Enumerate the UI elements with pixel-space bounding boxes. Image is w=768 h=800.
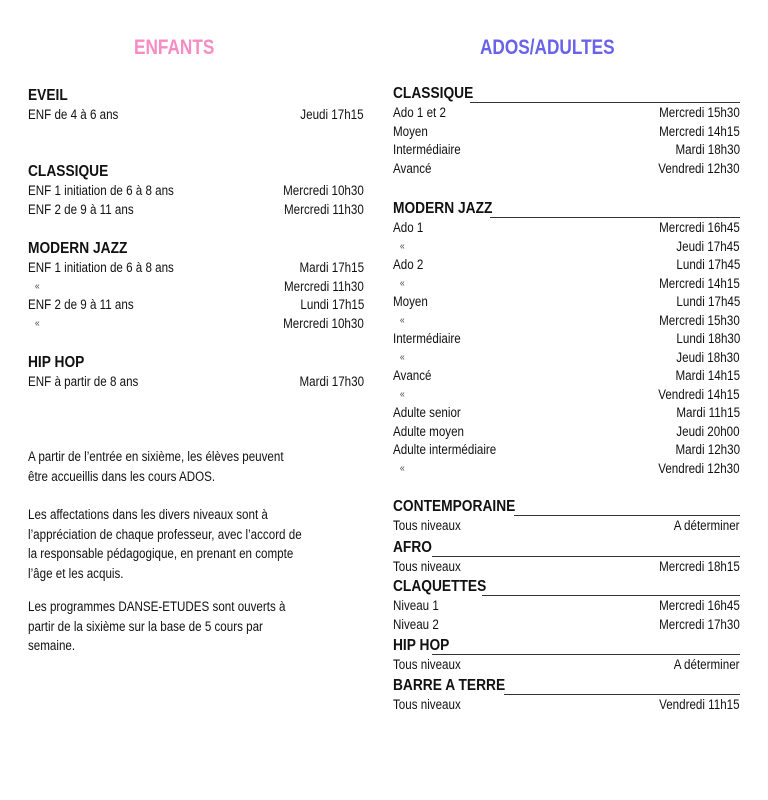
course-time: Lundi 18h30 <box>676 331 740 346</box>
schedule-row <box>28 182 364 201</box>
ados-section <box>393 577 740 634</box>
schedule-row <box>28 201 364 220</box>
course-label: Adulte intermédiaire <box>393 442 497 457</box>
enfants-section <box>28 162 364 219</box>
schedule-row <box>393 219 740 238</box>
note-line: la responsable pédagogique, en prenant en compte <box>28 546 294 561</box>
section-heading: CONTEMPORAINE <box>393 498 516 515</box>
course-time: Jeudi 18h30 <box>676 349 740 365</box>
course-time: Vendredi 14h15 <box>658 386 740 402</box>
course-time: Mardi 14h15 <box>675 368 740 383</box>
enfants-section <box>28 239 364 333</box>
schedule-row <box>393 441 740 460</box>
course-time: Jeudi 17h15 <box>300 107 364 122</box>
heading-rule <box>504 694 740 695</box>
ados-adultes-title: ADOS/ADULTES <box>480 36 615 59</box>
note-paragraph <box>28 597 358 656</box>
schedule-row <box>28 373 364 392</box>
schedule-row <box>393 696 740 715</box>
schedule-row <box>393 275 740 294</box>
course-label: Niveau 2 <box>393 616 439 632</box>
schedule-row <box>393 104 740 123</box>
enfants-title: ENFANTS <box>134 36 215 59</box>
note-line: être accueillis dans les cours ADOS. <box>28 468 216 484</box>
schedule-row <box>393 386 740 405</box>
section-heading: HIP HOP <box>28 354 85 371</box>
course-time: Mardi 11h15 <box>676 405 740 420</box>
note-line: l’âge et les acquis. <box>28 565 124 581</box>
section-header <box>393 497 740 517</box>
ados-section <box>393 84 740 178</box>
course-time: Mercredi 18h15 <box>659 559 740 574</box>
course-label: Ado 2 <box>393 257 424 272</box>
course-time: Mercredi 14h15 <box>659 123 740 139</box>
heading-rule <box>432 654 740 655</box>
schedule-row <box>393 123 740 142</box>
course-label: Avancé <box>393 160 432 176</box>
course-time: Jeudi 17h45 <box>676 238 740 254</box>
course-label: « <box>399 240 405 252</box>
course-label: « <box>399 388 405 400</box>
section-heading: MODERN JAZZ <box>28 240 128 257</box>
schedule-row <box>393 616 740 635</box>
course-label: « <box>399 351 405 363</box>
schedule-row <box>28 296 364 315</box>
course-label: Moyen <box>393 123 428 139</box>
ados-section <box>393 199 740 478</box>
course-label: Tous niveaux <box>393 518 461 533</box>
course-time: Lundi 17h15 <box>300 297 364 312</box>
schedule-row <box>393 238 740 257</box>
schedule-row <box>28 278 364 297</box>
course-time: Mercredi 11h30 <box>284 278 364 294</box>
heading-rule <box>490 217 740 218</box>
course-label: Tous niveaux <box>393 697 461 712</box>
ados-section <box>393 497 740 536</box>
schedule-row <box>393 293 740 312</box>
course-time: Vendredi 12h30 <box>658 460 740 476</box>
note-paragraph <box>28 505 358 583</box>
course-label: Intermédiaire <box>393 331 461 346</box>
note-paragraph <box>28 447 358 486</box>
course-time: Lundi 17h45 <box>676 257 740 272</box>
schedule-row <box>393 423 740 442</box>
course-time: A déterminer <box>674 518 740 533</box>
course-label: Adulte senior <box>393 405 461 420</box>
enfants-section <box>28 353 364 392</box>
section-heading: CLAQUETTES <box>393 578 487 595</box>
course-time: A déterminer <box>674 657 740 672</box>
schedule-row <box>393 404 740 423</box>
course-time: Mercredi 14h15 <box>659 275 740 291</box>
schedule-row <box>393 330 740 349</box>
course-time: Mercredi 15h30 <box>659 105 740 120</box>
course-label: « <box>399 277 405 289</box>
course-time: Mercredi 10h30 <box>283 183 364 198</box>
section-header <box>393 577 740 597</box>
note-line: Les affectations dans les divers niveaux sont à <box>28 507 268 522</box>
schedule-row <box>393 597 740 616</box>
section-header <box>393 538 740 558</box>
course-label: Intermédiaire <box>393 142 461 157</box>
ados-section <box>393 538 740 577</box>
schedule-row <box>28 106 364 125</box>
course-time: Jeudi 20h00 <box>676 423 740 439</box>
course-time: Mardi 12h30 <box>675 442 740 457</box>
course-time: Mercredi 15h30 <box>659 312 740 328</box>
schedule-row <box>28 315 364 334</box>
course-time: Mercredi 17h30 <box>659 616 740 632</box>
course-label: Ado 1 <box>393 220 424 235</box>
course-label: « <box>399 314 405 326</box>
course-time: Mardi 18h30 <box>675 142 740 157</box>
section-header <box>393 636 740 656</box>
course-label: ENF à partir de 8 ans <box>28 374 139 389</box>
course-time: Lundi 17h45 <box>676 294 740 309</box>
course-label: Tous niveaux <box>393 657 461 672</box>
course-time: Mercredi 16h45 <box>659 220 740 235</box>
section-heading: MODERN JAZZ <box>393 200 493 217</box>
course-time: Mercredi 11h30 <box>284 201 364 217</box>
course-label: « <box>34 317 40 329</box>
course-label: Adulte moyen <box>393 423 465 439</box>
schedule-row <box>393 367 740 386</box>
course-label: « <box>399 462 405 474</box>
course-time: Mercredi 16h45 <box>659 598 740 613</box>
ados-section <box>393 676 740 715</box>
heading-rule <box>514 515 740 516</box>
schedule-row <box>393 160 740 179</box>
heading-rule <box>482 595 740 596</box>
course-time: Mardi 17h15 <box>299 260 364 275</box>
schedule-row <box>393 517 740 536</box>
schedule-row <box>393 312 740 331</box>
course-time: Vendredi 12h30 <box>658 160 740 176</box>
course-time: Vendredi 11h15 <box>659 697 740 712</box>
section-heading: BARRE A TERRE <box>393 677 506 694</box>
course-label: Avancé <box>393 368 432 383</box>
note-line: partir de la sixième sur la base de 5 cours par <box>28 618 263 634</box>
note-line: semaine. <box>28 638 76 653</box>
section-header <box>393 199 740 219</box>
schedule-row <box>393 656 740 675</box>
note-line: l’appréciation de chaque professeur, avec l’accord de <box>28 526 302 542</box>
note-line: A partir de l’entrée en sixième, les élèves peuvent <box>28 449 284 464</box>
course-label: ENF 2 de 9 à 11 ans <box>28 297 134 312</box>
section-heading: AFRO <box>393 539 432 556</box>
note-line: Les programmes DANSE-ETUDES sont ouverts à <box>28 599 286 614</box>
course-label: « <box>34 280 40 292</box>
course-label: ENF de 4 à 6 ans <box>28 107 119 122</box>
course-label: Moyen <box>393 294 428 309</box>
course-label: Ado 1 et 2 <box>393 105 446 120</box>
section-header <box>393 84 740 104</box>
schedule-row <box>393 349 740 368</box>
schedule-row <box>393 141 740 160</box>
heading-rule <box>470 102 740 103</box>
course-label: ENF 1 initiation de 6 à 8 ans <box>28 183 174 198</box>
section-header <box>393 676 740 696</box>
section-heading: CLASSIQUE <box>28 163 109 180</box>
enfants-section <box>28 86 364 125</box>
section-heading: EVEIL <box>28 87 68 104</box>
course-label: ENF 1 initiation de 6 à 8 ans <box>28 260 174 275</box>
section-heading: CLASSIQUE <box>393 85 474 102</box>
course-time: Mardi 17h30 <box>299 374 364 389</box>
course-label: Niveau 1 <box>393 598 439 613</box>
heading-rule <box>432 556 740 557</box>
section-heading: HIP HOP <box>393 637 450 654</box>
schedule-row <box>28 259 364 278</box>
ados-section <box>393 636 740 675</box>
course-label: Tous niveaux <box>393 559 461 574</box>
schedule-row <box>393 558 740 577</box>
course-time: Mercredi 10h30 <box>283 315 364 331</box>
schedule-row <box>393 460 740 479</box>
course-label: ENF 2 de 9 à 11 ans <box>28 201 134 217</box>
schedule-row <box>393 256 740 275</box>
